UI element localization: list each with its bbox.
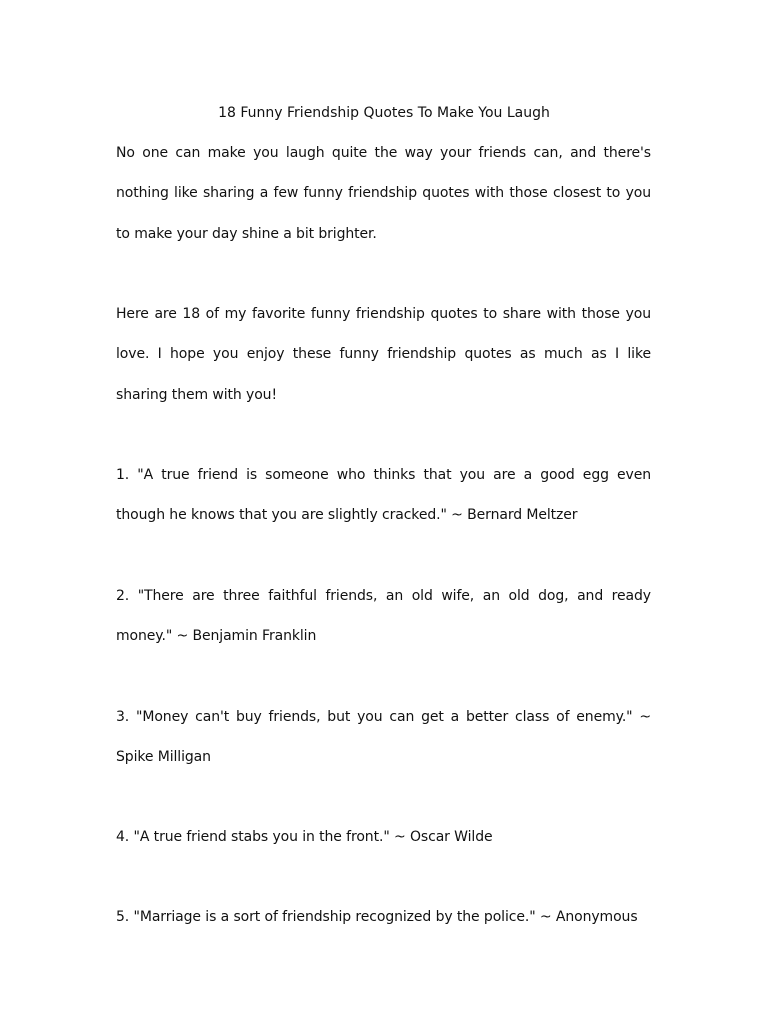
quote-item: 4. "A true friend stabs you in the front." ~ Oscar Wilde bbox=[116, 829, 493, 845]
quote-item: 2. "There are three faithful friends, an old wife, an old dog, and ready money." ~ Benjamin Franklin bbox=[116, 588, 651, 645]
quote-item: 5. "Marriage is a sort of friendship recognized by the police." ~ Anonymous bbox=[116, 909, 638, 925]
second-paragraph: Here are 18 of my favorite funny friendship quotes to share with those you love. I hope you enjoy these funny friendship quotes as much as I like sharing them with you! bbox=[116, 306, 651, 403]
document-title: 18 Funny Friendship Quotes To Make You Laugh bbox=[218, 105, 550, 121]
quote-item: 1. "A true friend is someone who thinks that you are a good egg even though he knows that you are slightly cracked." ~ Bernard Meltzer bbox=[116, 467, 651, 524]
quote-item: 3. "Money can't buy friends, but you can get a better class of enemy." ~ Spike Milligan bbox=[116, 709, 651, 766]
intro-paragraph: No one can make you laugh quite the way your friends can, and there's nothing like sharing a few funny friendship quotes with those closest to you to make your day shine a bit brighter. bbox=[116, 145, 651, 242]
